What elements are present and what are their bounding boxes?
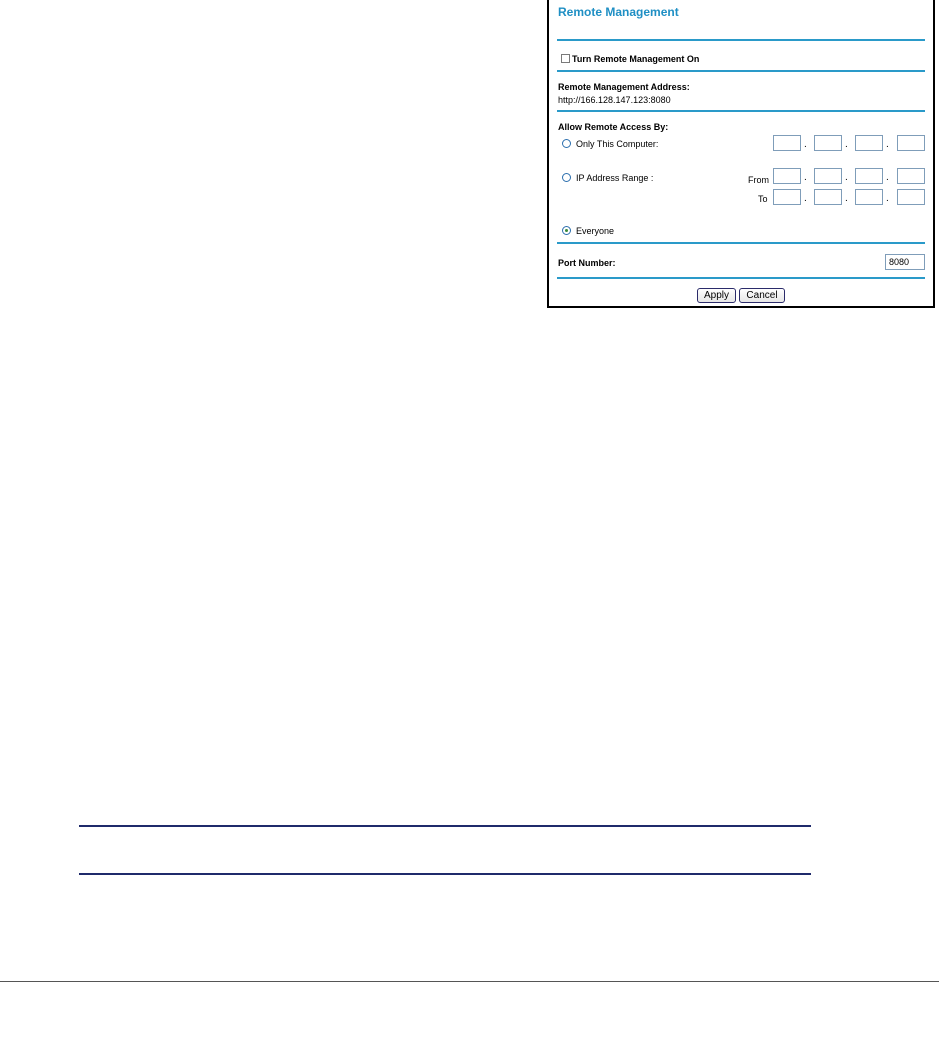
radio-only-this-computer[interactable] [562,139,571,148]
from-ip-octet-2[interactable] [814,168,842,184]
cancel-button[interactable]: Cancel [739,288,785,303]
ip-dot: . [886,172,889,183]
port-label: Port Number: [558,258,616,268]
ip-dot: . [886,139,889,150]
checkbox-label: Turn Remote Management On [572,54,700,64]
to-ip-octet-2[interactable] [814,189,842,205]
only-ip-octet-2[interactable] [814,135,842,151]
address-value: http://166.128.147.123:8080 [558,95,671,105]
ip-dot: . [845,193,848,204]
ip-dot: . [845,139,848,150]
option-label-ip-range: IP Address Range : [576,173,654,183]
to-label: To [758,194,768,204]
radio-everyone[interactable] [562,226,571,235]
ip-dot: . [804,172,807,183]
only-ip-octet-1[interactable] [773,135,801,151]
divider [557,277,925,279]
panel-title: Remote Management [558,5,679,19]
divider [557,70,925,72]
port-number-input[interactable]: 8080 [885,254,925,270]
apply-button[interactable]: Apply [697,288,736,303]
only-ip-octet-3[interactable] [855,135,883,151]
divider [557,39,925,41]
only-ip-octet-4[interactable] [897,135,925,151]
ip-dot: . [804,193,807,204]
from-ip-octet-4[interactable] [897,168,925,184]
footer-rule [0,981,939,982]
from-ip-octet-3[interactable] [855,168,883,184]
to-ip-octet-1[interactable] [773,189,801,205]
ip-dot: . [804,139,807,150]
option-label-everyone: Everyone [576,226,615,236]
remote-management-checkbox[interactable] [561,54,570,63]
ip-dot: . [845,172,848,183]
divider [557,110,925,112]
to-ip-octet-3[interactable] [855,189,883,205]
remote-management-panel [547,0,935,308]
divider [557,242,925,244]
access-label: Allow Remote Access By: [558,122,669,132]
address-label: Remote Management Address: [558,82,690,92]
section-rule-top [79,825,811,827]
from-ip-octet-1[interactable] [773,168,801,184]
radio-ip-range[interactable] [562,173,571,182]
to-ip-octet-4[interactable] [897,189,925,205]
option-label-only-this-computer: Only This Computer: [576,139,659,149]
from-label: From [748,175,769,185]
ip-dot: . [886,193,889,204]
section-rule-bottom [79,873,811,875]
